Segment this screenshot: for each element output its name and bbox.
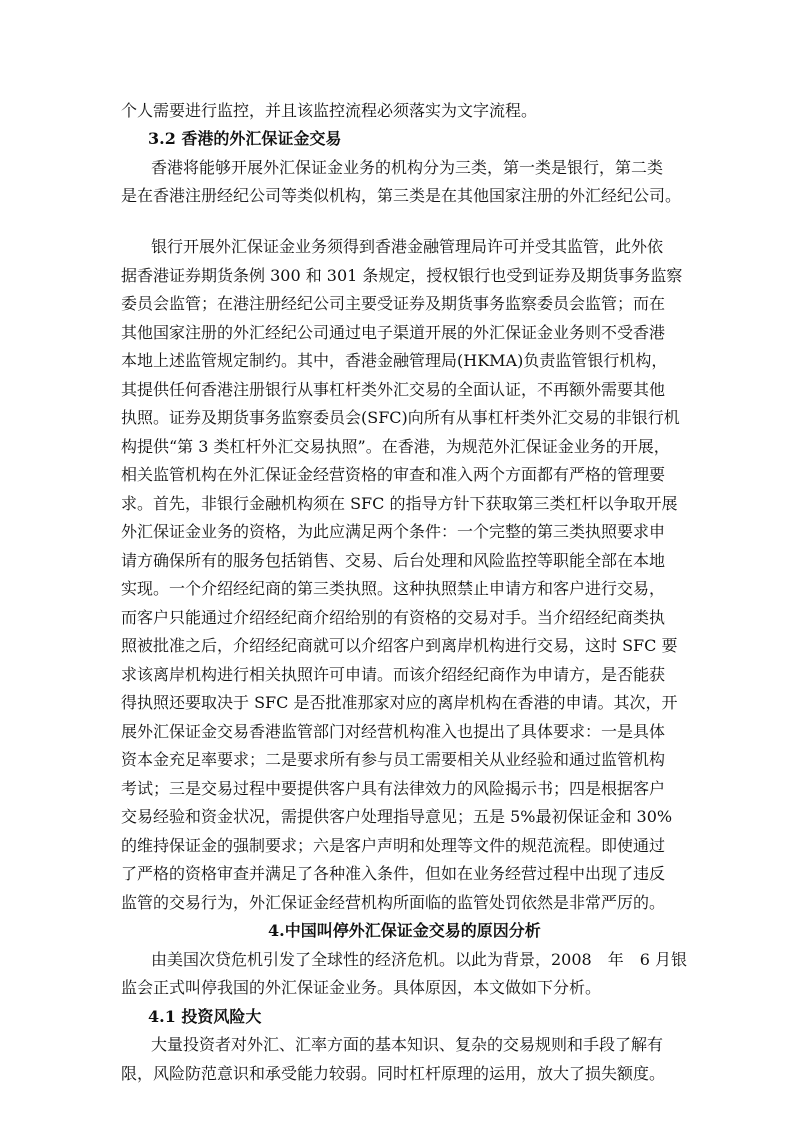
paragraph-line: 外汇保证金业务的资格，为此应满足两个条件：一个完整的第三类执照要求申	[121, 522, 666, 541]
paragraph-line: 请方确保所有的服务包括销售、交易、后台处理和风险监控等职能全部在本地	[121, 551, 666, 570]
paragraph-line: 相关监管机构在外汇保证金经营资格的审查和准入两个方面都有严格的管理要	[121, 465, 666, 484]
paragraph-line: 考试；三是交易过程中要提供客户具有法律效力的风险揭示书；四是根据客户	[121, 779, 666, 798]
paragraph-line: 而客户只能通过介绍经纪商介绍给别的有资格的交易对手。当介绍经纪商类执	[121, 608, 666, 627]
paragraph-line: 银行开展外汇保证金业务须得到香港金融管理局许可并受其监管，此外依	[151, 237, 664, 256]
paragraph-line: 其他国家注册的外汇经纪公司通过电子渠道开展的外汇保证金业务则不受香港	[121, 323, 666, 342]
paragraph-line: 了严格的资格审查并满足了各种准入条件，但如在业务经营过程中出现了违反	[121, 864, 666, 883]
paragraph-line: 展外汇保证金交易香港监管部门对经营机构准入也提出了具体要求：一是具体	[121, 722, 666, 741]
paragraph-line: 资本金充足率要求；二是要求所有参与员工需要相关从业经验和通过监管机构	[121, 750, 666, 769]
paragraph-line: 交易经验和资金状况，需提供客户处理指导意见；五是 5%最初保证金和 30%	[121, 807, 673, 826]
paragraph-line: 个人需要进行监控，并且该监控流程必须落实为文字流程。	[121, 101, 538, 120]
paragraph-line: 构提供“第 3 类杠杆外汇交易执照”。在香港，为规范外汇保证金业务的开展，	[121, 437, 670, 456]
paragraph-line: 是在香港注册经纪公司等类似机构，第三类是在其他国家注册的外汇经纪公司。	[121, 186, 682, 205]
paragraph-line: 由美国次贷危机引发了全球性的经济危机。以此为背景，2008 年 6 月银	[151, 950, 687, 969]
paragraph-line: 照被批准之后，介绍经纪商就可以介绍客户到离岸机构进行交易，这时 SFC 要	[121, 636, 678, 655]
paragraph-line: 大量投资者对外汇、汇率方面的基本知识、复杂的交易规则和手段了解有	[151, 1035, 664, 1054]
paragraph-line: 监管的交易行为，外汇保证金经营机构所面临的监管处罚依然是非常严厉的。	[121, 893, 666, 912]
paragraph-line: 委员会监管；在港注册经纪公司主要受证券及期货事务监察委员会监管；而在	[121, 294, 666, 313]
paragraph-line: 本地上述监管规定制约。其中，香港金融管理局(HKMA)负责监管银行机构，	[121, 351, 668, 370]
paragraph-line: 限，风险防范意识和承受能力较弱。同时杠杆原理的运用，放大了损失额度。	[121, 1064, 666, 1083]
paragraph-line: 据香港证券期货条例 300 和 301 条规定，授权银行也受到证券及期货事务监察	[121, 266, 683, 285]
section-heading-4: 4.中国叫停外汇保证金交易的原因分析	[268, 921, 541, 940]
paragraph-line: 求该离岸机构进行相关执照许可申请。而该介绍经纪商作为申请方，是否能获	[121, 665, 666, 684]
paragraph-line: 求。首先，非银行金融机构须在 SFC 的指导方针下获取第三类杠杆以争取开展	[121, 494, 678, 513]
paragraph-line: 其提供任何香港注册银行从事杠杆类外汇交易的全面认证，不再额外需要其他	[121, 380, 666, 399]
section-heading-4-1: 4.1 投资风险大	[148, 1007, 262, 1026]
section-heading-3-2: 3.2 香港的外汇保证金交易	[148, 129, 342, 148]
paragraph-line: 实现。一个介绍经纪商的第三类执照。这种执照禁止申请方和客户进行交易，	[121, 579, 666, 598]
paragraph-line: 监会正式叫停我国的外汇保证金业务。具体原因，本文做如下分析。	[121, 978, 602, 997]
paragraph-line: 香港将能够开展外汇保证金业务的机构分为三类，第一类是银行，第二类	[151, 158, 664, 177]
paragraph-line: 的维持保证金的强制要求；六是客户声明和处理等文件的规范流程。即使通过	[121, 836, 666, 855]
paragraph-line: 得执照还要取决于 SFC 是否批准那家对应的离岸机构在香港的申请。其次，开	[121, 693, 678, 712]
paragraph-line: 执照。证券及期货事务监察委员会(SFC)向所有从事杠杆类外汇交易的非银行机	[121, 408, 680, 427]
